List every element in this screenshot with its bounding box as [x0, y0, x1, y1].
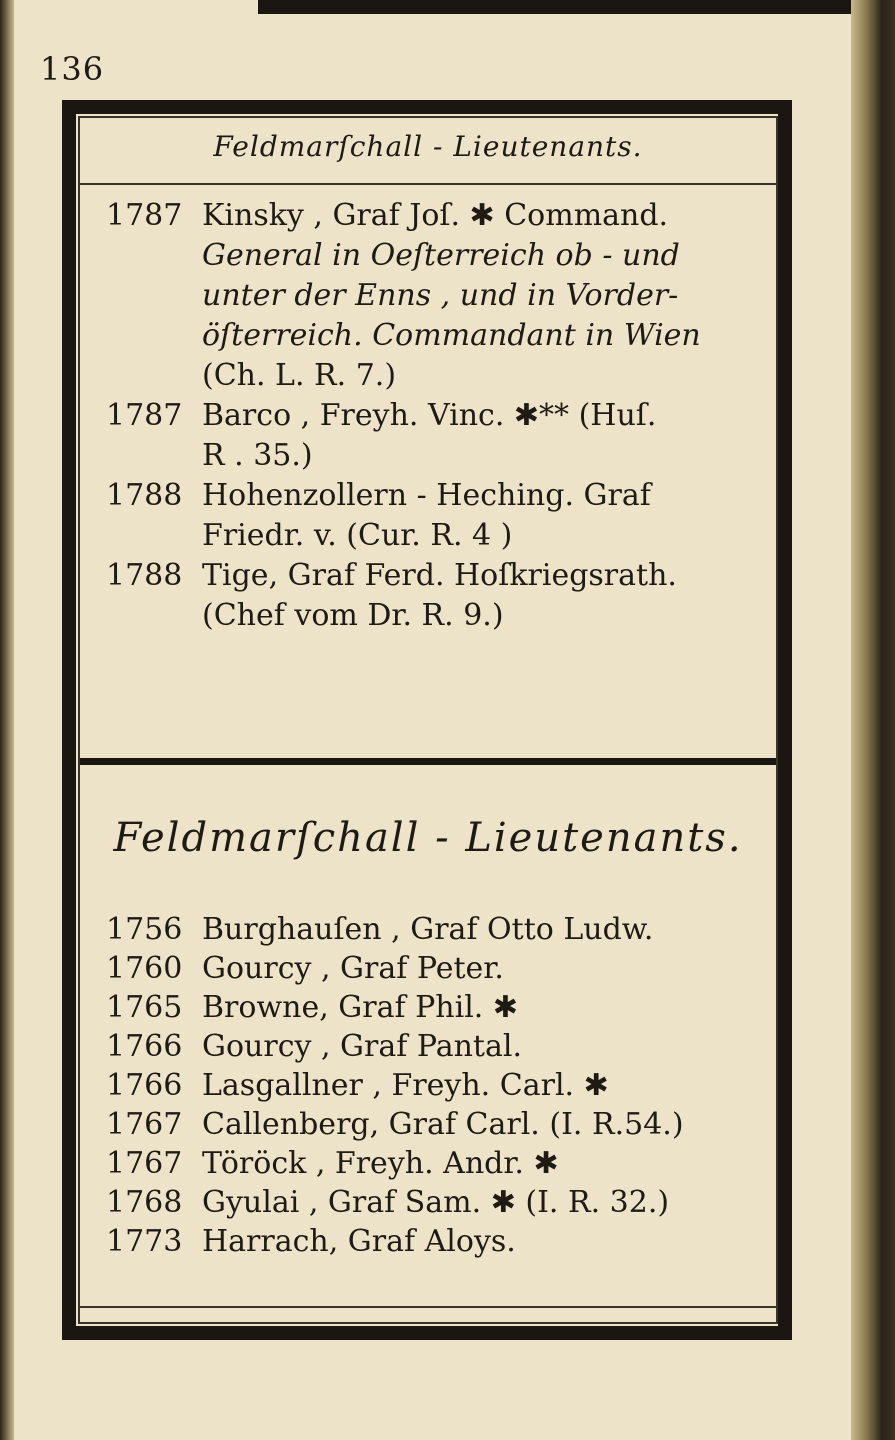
- entry-1-3: [106, 476, 651, 553]
- page-number: 136: [40, 50, 105, 88]
- section-2-list: [106, 910, 684, 1261]
- section-1-title: Feldmarſchall - Lieutenants.: [213, 130, 643, 163]
- entry-year: 1766: [106, 1029, 183, 1064]
- entry-line: (Ch. L. R. 7.): [202, 358, 397, 393]
- entry-year: 1768: [106, 1185, 183, 1220]
- section-2-title: Feldmarſchall - Lieutenants.: [113, 815, 743, 861]
- entry-year: 1787: [106, 398, 183, 433]
- section-1-rule: [80, 183, 776, 185]
- entry-year: 1765: [106, 990, 183, 1025]
- entry-line: Kinsky , Graf Joſ. ✱ Command.: [202, 198, 669, 233]
- entry-1-4: [106, 556, 677, 633]
- entry-year: 1787: [106, 198, 183, 233]
- list-item: [106, 1027, 684, 1066]
- entry-year: 1756: [106, 912, 183, 947]
- entry-text: Lasgallner , Freyh. Carl. ✱: [202, 1068, 609, 1103]
- entry-year: 1788: [106, 558, 183, 593]
- list-item: [106, 910, 684, 949]
- entry-year: 1766: [106, 1068, 183, 1103]
- list-item: [106, 1222, 684, 1261]
- entry-1-2: [106, 396, 657, 473]
- list-item: [106, 1066, 684, 1105]
- entry-line: öſterreich. Commandant in Wien: [202, 318, 701, 353]
- entry-year: 1760: [106, 951, 183, 986]
- entry-text: Töröck , Freyh. Andr. ✱: [202, 1146, 559, 1181]
- top-edge-shadow: [258, 0, 858, 14]
- entry-line: Barco , Freyh. Vinc. ✱** (Huſ.: [202, 398, 657, 433]
- entry-year: 1767: [106, 1146, 183, 1181]
- list-item: [106, 949, 684, 988]
- entry-year: 1788: [106, 478, 183, 513]
- entry-line: Friedr. v. (Cur. R. 4 ): [202, 518, 513, 553]
- entry-text: Harrach, Graf Aloys.: [202, 1224, 516, 1259]
- entry-line: Hohenzollern - Heching. Graf: [202, 478, 651, 513]
- entry-1-1: [106, 196, 701, 393]
- entry-text: Browne, Graf Phil. ✱: [202, 990, 519, 1025]
- entry-year: 1767: [106, 1107, 183, 1142]
- section-divider: [80, 758, 776, 765]
- entry-text: Gourcy , Graf Peter.: [202, 951, 504, 986]
- list-item: [106, 988, 684, 1027]
- entry-text: Burghauſen , Graf Otto Ludw.: [202, 912, 654, 947]
- entry-text: Callenberg, Graf Carl. (I. R.54.): [202, 1107, 684, 1142]
- entry-text: Gourcy , Graf Pantal.: [202, 1029, 522, 1064]
- entry-line: unter der Enns , und in Vorder-: [202, 278, 679, 313]
- list-item: [106, 1105, 684, 1144]
- page-gutter: [0, 0, 14, 1440]
- entry-text: Gyulai , Graf Sam. ✱ (I. R. 32.): [202, 1185, 670, 1220]
- entry-year: 1773: [106, 1224, 183, 1259]
- bottom-rule: [80, 1306, 776, 1308]
- entry-line: R . 35.): [202, 438, 313, 473]
- list-item: [106, 1183, 684, 1222]
- entry-line: (Chef vom Dr. R. 9.): [202, 598, 504, 633]
- list-item: [106, 1144, 684, 1183]
- page-edge: [851, 0, 895, 1440]
- entry-line: General in Oeſterreich ob - und: [202, 238, 680, 273]
- entry-line: Tige, Graf Ferd. Hoſkriegsrath.: [202, 558, 677, 593]
